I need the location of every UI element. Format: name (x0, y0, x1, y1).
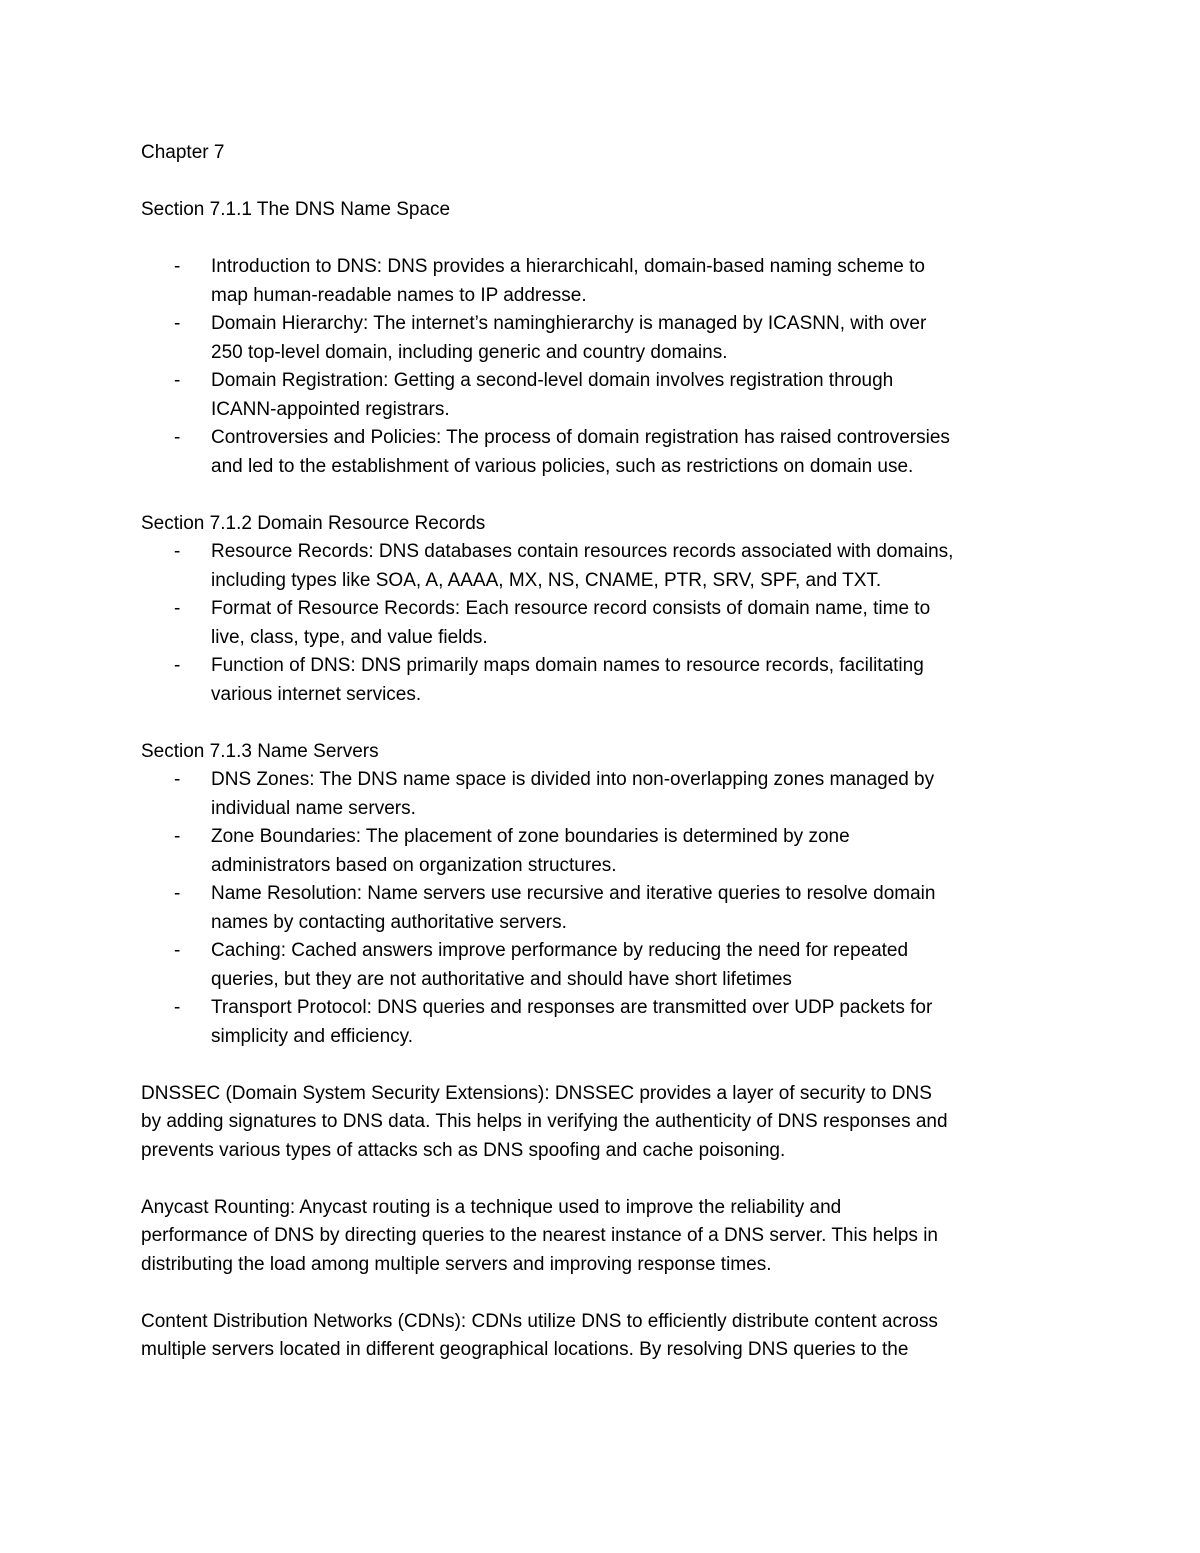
list-item-line: Name Resolution: Name servers use recursive and iterative queries to resolve domain (211, 883, 936, 904)
bullet-dash: - (174, 541, 181, 562)
cdn-paragraph (141, 1308, 1071, 1365)
list-item-line: Domain Hierarchy: The internet’s naminghierarchy is managed by ICASNN, with over (211, 313, 927, 334)
list-item-line: Introduction to DNS: DNS provides a hierarchicahl, domain-based naming scheme to (211, 256, 925, 277)
bullet-dash: - (174, 313, 181, 334)
document-page (141, 139, 1071, 1365)
list-item-line: Function of DNS: DNS primarily maps domain names to resource records, facilitating (211, 655, 924, 676)
section-7-1-2-heading: Section 7.1.2 Domain Resource Records (141, 512, 486, 534)
spacer (141, 225, 1071, 254)
list-item (141, 367, 1071, 424)
section-7-1-3-list (141, 766, 1071, 1051)
list-item (141, 766, 1071, 823)
spacer (141, 481, 1071, 510)
list-item (141, 937, 1071, 994)
list-item-line: Resource Records: DNS databases contain resources records associated with domains, (211, 541, 954, 562)
anycast-paragraph (141, 1194, 1071, 1280)
paragraph-line: performance of DNS by directing queries to the nearest instance of a DNS server. This helps in (141, 1225, 938, 1246)
list-item-line: names by contacting authoritative servers. (211, 911, 567, 933)
list-item-line: various internet services. (211, 683, 422, 705)
bullet-dash: - (174, 826, 181, 847)
paragraph-line: Content Distribution Networks (CDNs): CDNs utilize DNS to efficiently distribute content across (141, 1310, 938, 1332)
list-item-line: map human-readable names to IP addresse. (211, 284, 587, 306)
list-item-line: queries, but they are not authoritative and should have short lifetimes (211, 968, 792, 990)
paragraph-line: prevents various types of attacks sch as DNS spoofing and cache poisoning. (141, 1139, 786, 1161)
dnssec-paragraph (141, 1080, 1071, 1166)
paragraph-line: by adding signatures to DNS data. This helps in verifying the authenticity of DNS responses and (141, 1111, 948, 1132)
list-item-line: ICANN-appointed registrars. (211, 398, 450, 420)
list-item (141, 538, 1071, 595)
list-item (141, 823, 1071, 880)
bullet-dash: - (174, 256, 181, 277)
bullet-dash: - (174, 997, 181, 1018)
paragraph-line: DNSSEC (Domain System Security Extensions): DNSSEC provides a layer of security to DNS (141, 1082, 932, 1104)
list-item (141, 424, 1071, 481)
list-item-line: simplicity and efficiency. (211, 1025, 414, 1047)
list-item-line: administrators based on organization structures. (211, 854, 617, 876)
bullet-dash: - (174, 883, 181, 904)
list-item-line: Domain Registration: Getting a second-level domain involves registration through (211, 370, 894, 391)
section-7-1-1-list (141, 253, 1071, 481)
list-item-line: 250 top-level domain, including generic and country domains. (211, 341, 728, 363)
list-item-line: Transport Protocol: DNS queries and responses are transmitted over UDP packets for (211, 997, 933, 1018)
section-7-1-3-heading: Section 7.1.3 Name Servers (141, 740, 379, 762)
list-item-line: Zone Boundaries: The placement of zone boundaries is determined by zone (211, 826, 850, 847)
section-7-1-2-list (141, 538, 1071, 709)
list-item-line: DNS Zones: The DNS name space is divided into non-overlapping zones managed by (211, 769, 935, 790)
list-item (141, 994, 1071, 1051)
bullet-dash: - (174, 940, 181, 961)
list-item (141, 595, 1071, 652)
list-item (141, 253, 1071, 310)
spacer (141, 168, 1071, 197)
bullet-dash: - (174, 427, 181, 448)
list-item-line: Controversies and Policies: The process of domain registration has raised controversies (211, 427, 950, 448)
paragraph-line: Anycast Rounting: Anycast routing is a technique used to improve the reliability and (141, 1196, 842, 1218)
spacer (141, 1165, 1071, 1194)
section-7-1-1-heading: Section 7.1.1 The DNS Name Space (141, 199, 451, 220)
spacer (141, 1051, 1071, 1080)
bullet-dash: - (174, 655, 181, 676)
list-item (141, 652, 1071, 709)
bullet-dash: - (174, 769, 181, 790)
list-item-line: live, class, type, and value fields. (211, 626, 488, 648)
list-item (141, 310, 1071, 367)
chapter-title: Chapter 7 (141, 142, 225, 163)
paragraph-line: multiple servers located in different geographical locations. By resolving DNS queries to the (141, 1339, 909, 1360)
list-item-line: Caching: Cached answers improve performance by reducing the need for repeated (211, 940, 909, 961)
bullet-dash: - (174, 598, 181, 619)
list-item-line: individual name servers. (211, 797, 416, 819)
list-item-line: and led to the establishment of various policies, such as restrictions on domain use. (211, 455, 914, 477)
list-item (141, 880, 1071, 937)
bullet-dash: - (174, 370, 181, 391)
spacer (141, 1279, 1071, 1308)
paragraph-line: distributing the load among multiple servers and improving response times. (141, 1253, 772, 1275)
list-item-line: Format of Resource Records: Each resource record consists of domain name, time to (211, 598, 931, 619)
spacer (141, 709, 1071, 738)
list-item-line: including types like SOA, A, AAAA, MX, NS, CNAME, PTR, SRV, SPF, and TXT. (211, 569, 882, 591)
